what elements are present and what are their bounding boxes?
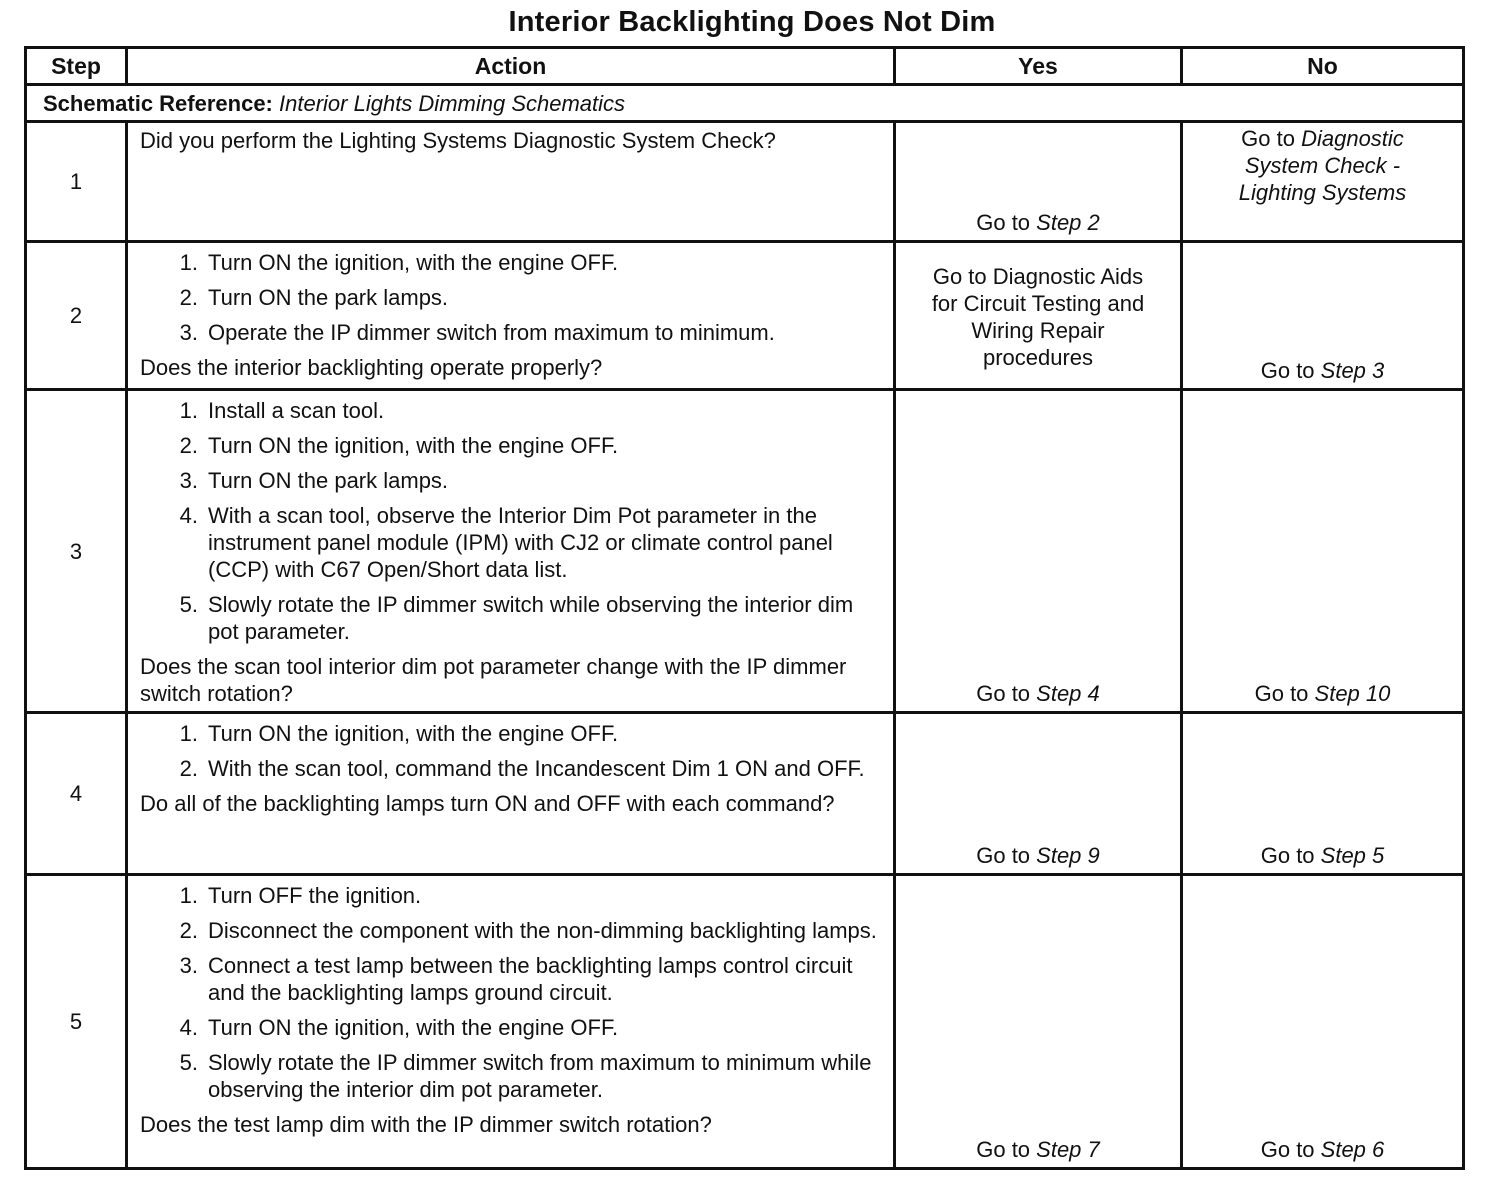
no-link[interactable]: Step 3 xyxy=(1320,358,1385,383)
yes-link[interactable]: Step 4 xyxy=(1036,681,1100,706)
yes-prefix[interactable]: Go to Diagnostic Aids for Circuit Testing and Wiring Repair procedures xyxy=(931,264,1145,370)
schematic-reference-link[interactable]: Interior Lights Dimming Schematics xyxy=(279,91,626,116)
step-question: Does the interior backlighting operate properly? xyxy=(140,355,603,380)
yes-prefix: Go to xyxy=(976,681,1037,706)
header-action: Action xyxy=(127,48,895,85)
header-step: Step xyxy=(26,48,127,85)
no-link[interactable]: Diagnostic System Check - Lighting Systems xyxy=(1238,126,1407,205)
no-link[interactable]: Step 6 xyxy=(1320,1137,1385,1162)
step-row-1 xyxy=(26,122,1464,242)
step-row-5 xyxy=(26,875,1464,1169)
header-row xyxy=(26,48,1464,85)
action-item: 4. Turn ON the ignition, with the engine OFF. xyxy=(179,1015,619,1040)
yes-link[interactable]: Step 7 xyxy=(1036,1137,1100,1162)
yes-cell xyxy=(895,713,1182,875)
action-item: 3. Operate the IP dimmer switch from maximum to minimum. xyxy=(179,320,775,345)
action-cell xyxy=(127,242,895,390)
no-cell xyxy=(1182,242,1464,390)
header-yes: Yes xyxy=(895,48,1182,85)
diagnostic-table xyxy=(24,46,1465,1170)
action-cell xyxy=(127,122,895,242)
action-list xyxy=(140,249,883,346)
yes-cell xyxy=(895,242,1182,390)
action-item: 2. Turn ON the ignition, with the engine OFF. xyxy=(179,433,619,458)
action-cell xyxy=(127,875,895,1169)
schematic-reference-row xyxy=(26,85,1464,122)
page-title: Interior Backlighting Does Not Dim xyxy=(508,6,996,38)
step-question: Does the test lamp dim with the IP dimmer switch rotation? xyxy=(140,1112,712,1137)
action-item: 1. Install a scan tool. xyxy=(179,398,385,423)
step-question: Did you perform the Lighting Systems Diagnostic System Check? xyxy=(140,128,776,153)
no-prefix: Go to xyxy=(1241,126,1302,151)
step-question: Does the scan tool interior dim pot parameter change with the IP dimmer switch rotation? xyxy=(140,654,847,706)
action-item: 4. With a scan tool, observe the Interior Dim Pot parameter in the instrument panel module (IPM) with CJ2 or climate control panel (CCP) with C67 Open/Short data list. xyxy=(179,503,833,582)
step-number: 3 xyxy=(26,390,127,713)
step-number: 4 xyxy=(26,713,127,875)
yes-cell xyxy=(895,122,1182,242)
action-item: 2. Disconnect the component with the non-dimming backlighting lamps. xyxy=(179,918,877,943)
step-number: 1 xyxy=(26,122,127,242)
no-cell xyxy=(1182,875,1464,1169)
step-row-2 xyxy=(26,242,1464,390)
action-item: 1. Turn ON the ignition, with the engine OFF. xyxy=(179,250,619,275)
yes-prefix: Go to xyxy=(976,1137,1037,1162)
step-row-3 xyxy=(26,390,1464,713)
no-prefix: Go to xyxy=(1260,1137,1321,1162)
step-question: Do all of the backlighting lamps turn ON and OFF with each command? xyxy=(140,791,835,816)
action-item: 1. Turn ON the ignition, with the engine OFF. xyxy=(179,721,619,746)
yes-link[interactable]: Step 2 xyxy=(1036,210,1100,235)
no-prefix: Go to xyxy=(1260,358,1321,383)
yes-prefix: Go to xyxy=(976,210,1037,235)
action-item: 2. Turn ON the park lamps. xyxy=(179,285,449,310)
no-cell xyxy=(1182,390,1464,713)
action-item: 2. With the scan tool, command the Incandescent Dim 1 ON and OFF. xyxy=(179,756,865,781)
no-cell xyxy=(1182,713,1464,875)
yes-link[interactable]: Step 9 xyxy=(1036,843,1100,868)
action-cell xyxy=(127,390,895,713)
no-cell xyxy=(1182,122,1464,242)
action-list xyxy=(140,397,883,645)
yes-cell xyxy=(895,875,1182,1169)
step-number: 5 xyxy=(26,875,127,1169)
step-number: 2 xyxy=(26,242,127,390)
action-list xyxy=(140,882,883,1103)
action-cell xyxy=(127,713,895,875)
no-prefix: Go to xyxy=(1254,681,1315,706)
action-item: 5. Slowly rotate the IP dimmer switch from maximum to minimum while observing the interior dim pot parameter. xyxy=(179,1050,872,1102)
action-item: 3. Connect a test lamp between the backlighting lamps control circuit and the backlighting lamps ground circuit. xyxy=(179,953,853,1005)
action-item: 1. Turn OFF the ignition. xyxy=(179,883,422,908)
step-row-4 xyxy=(26,713,1464,875)
action-list xyxy=(140,720,883,782)
action-item: 5. Slowly rotate the IP dimmer switch while observing the interior dim pot parameter. xyxy=(179,592,854,644)
no-prefix: Go to xyxy=(1260,843,1321,868)
action-item: 3. Turn ON the park lamps. xyxy=(179,468,449,493)
no-link[interactable]: Step 10 xyxy=(1314,681,1391,706)
no-link[interactable]: Step 5 xyxy=(1320,843,1385,868)
schematic-reference xyxy=(26,85,1464,122)
schematic-reference-label: Schematic Reference: xyxy=(43,91,273,116)
header-no: No xyxy=(1182,48,1464,85)
yes-prefix: Go to xyxy=(976,843,1037,868)
yes-cell xyxy=(895,390,1182,713)
